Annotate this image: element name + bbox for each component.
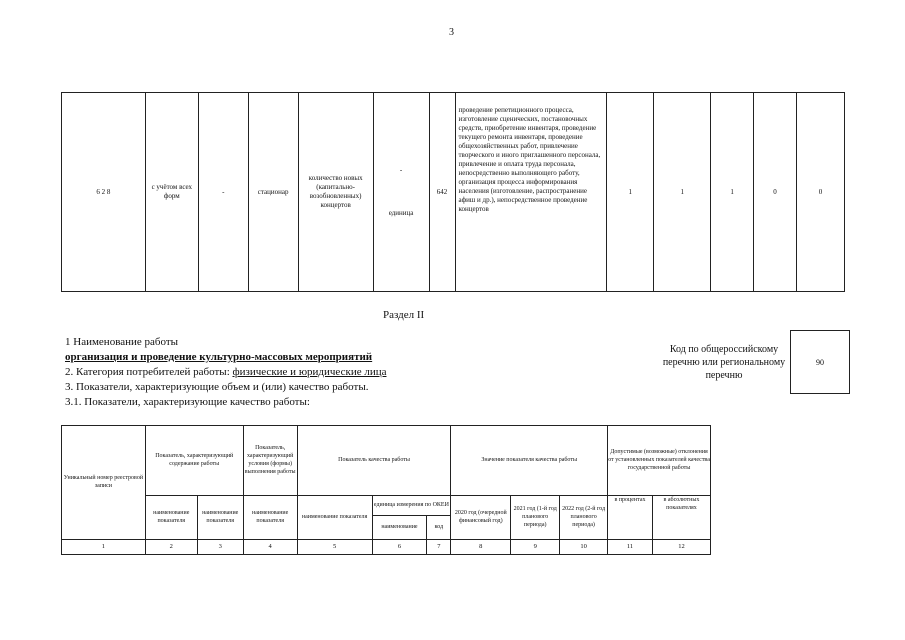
condition-indicator: стационар	[248, 93, 298, 292]
column-number: 8	[451, 539, 511, 554]
header-name-ind: наименование показателя	[297, 495, 372, 539]
code-box	[790, 330, 850, 394]
section-title: Раздел II	[383, 309, 425, 321]
table-row	[62, 93, 845, 292]
unit-mark: -	[399, 166, 403, 174]
header-unit-code: код	[427, 515, 451, 539]
column-number: 12	[652, 539, 710, 554]
header-content: Показатель, характеризующий содержание работы	[145, 426, 243, 496]
header-row	[62, 426, 711, 496]
column-number: 1	[62, 539, 146, 554]
content-indicator-2: -	[198, 93, 248, 292]
header-unit: единица измерения по ОКЕИ	[372, 495, 451, 515]
column-number-row	[62, 539, 711, 554]
column-number: 7	[427, 539, 451, 554]
column-number: 9	[511, 539, 560, 554]
unit-name-text: единица	[388, 209, 414, 217]
column-number: 3	[197, 539, 243, 554]
header-name-ind: наименование показателя	[197, 495, 243, 539]
header-registry: Уникальный номер реестровой записи	[62, 426, 146, 540]
registry-code: 6 2 8	[62, 93, 146, 292]
top-table	[61, 92, 845, 292]
value-cell: 1	[711, 93, 754, 292]
header-values: Значение показателя качества работы	[451, 426, 608, 496]
code-value: 90	[816, 357, 824, 367]
unit-code: 642	[429, 93, 455, 292]
column-number: 2	[145, 539, 197, 554]
bottom-table	[61, 425, 711, 555]
value-cell: 0	[754, 93, 797, 292]
work-name: организация и проведение культурно-массовых мероприятий	[65, 351, 373, 363]
header-2021: 2021 год (1-й год планового периода)	[511, 495, 560, 539]
work-description: проведение репетиционного процесса, изготовление сценических, постановочных средств, приобретение инвентаря, проведение текущего ремонта инвентаря, проведение общехозяйственных работ, привлечение творческого и иного приглашенного персонала, привлечение и оплата труда персонала, непосредственно выполняющего работу, организация процесса информирования населения (изготовление, распространение афиш и др.), непосредственное проведение концертов	[455, 93, 607, 292]
content-indicator-1: с учётом всех форм	[145, 93, 198, 292]
value-cell: 1	[607, 93, 654, 292]
category-prefix: 2. Категория потребителей работы:	[65, 366, 233, 378]
header-deviation: Допустимые (возможные) отклонения от установленных показателей качества государственной работы	[608, 426, 711, 496]
work-name-label: 1 Наименование работы	[65, 336, 179, 348]
header-unit-name: наименование	[372, 515, 427, 539]
indicators-line: 3. Показатели, характеризующие объем и (или) качество работы.	[65, 381, 369, 393]
category-value: физические и юридические лица	[232, 366, 387, 378]
value-cell: 0	[796, 93, 844, 292]
header-2022: 2022 год (2-й год планового периода)	[560, 495, 608, 539]
page-number: 3	[449, 27, 454, 38]
category-line	[65, 365, 386, 380]
column-number: 10	[560, 539, 608, 554]
header-percent: в процентах	[608, 495, 653, 539]
section-text	[65, 335, 386, 410]
column-number: 11	[608, 539, 653, 554]
code-label: Код по общероссийскому перечню или региональному перечню	[662, 344, 786, 381]
column-number: 5	[297, 539, 372, 554]
header-name-ind: наименование показателя	[145, 495, 197, 539]
header-quality: Показатель качества работы	[297, 426, 451, 496]
header-absolute: в абсолютных показателях	[652, 495, 710, 539]
header-conditions: Показатель, характеризующий условия (формы) выполнения работы	[243, 426, 297, 496]
header-name-ind: наименование показателя	[243, 495, 297, 539]
unit-name	[373, 93, 429, 292]
column-number: 6	[372, 539, 427, 554]
header-2020: 2020 год (очередной финансовый год)	[451, 495, 511, 539]
quality-line: 3.1. Показатели, характеризующие качество работы:	[65, 396, 310, 408]
header-row	[62, 495, 711, 515]
indicator-name: количество новых (капитально-возобновленных) концертов	[298, 93, 373, 292]
value-cell: 1	[654, 93, 711, 292]
column-number: 4	[243, 539, 297, 554]
